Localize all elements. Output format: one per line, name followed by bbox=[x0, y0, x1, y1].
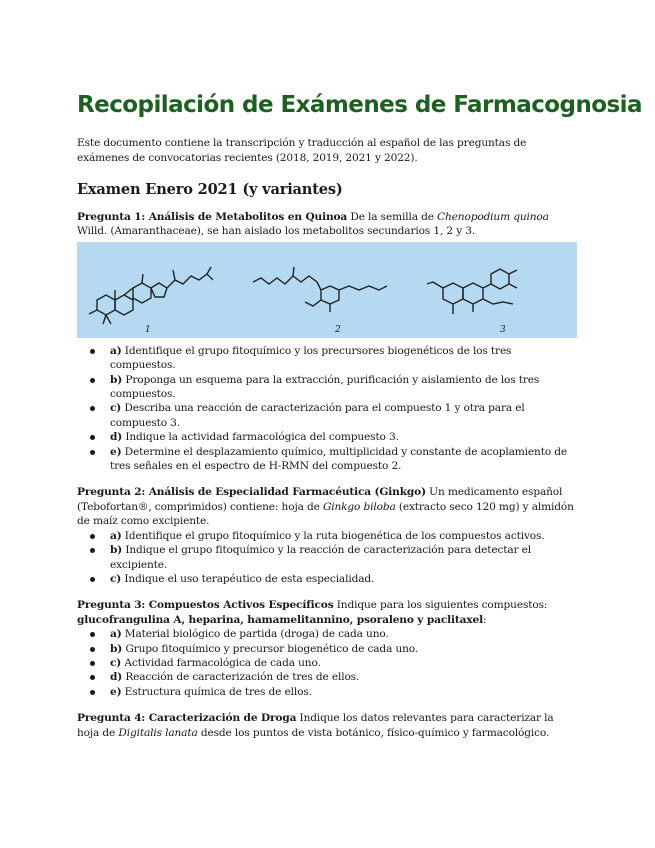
item-label: a) bbox=[110, 344, 122, 357]
item-label: b) bbox=[110, 544, 123, 557]
question-1-text-a: De la semilla de bbox=[347, 211, 438, 223]
item-text: Estructura química de tres de ellos. bbox=[121, 685, 312, 698]
question-2-species: Ginkgo biloba bbox=[322, 500, 396, 513]
question-1-item-c bbox=[77, 401, 577, 430]
item-label: e) bbox=[110, 685, 122, 698]
item-label: d) bbox=[110, 671, 123, 684]
question-2-item-a bbox=[77, 529, 577, 543]
item-text: Determine el desplazamiento químico, multiplicidad y constante de acoplamiento de tres señales en el espectro de H-RMN del compuesto 2. bbox=[110, 445, 568, 473]
item-label: c) bbox=[110, 402, 122, 415]
question-4-text-b: desde los puntos de vista botánico, físico-químico y farmacológico. bbox=[197, 726, 550, 739]
question-2-item-b bbox=[77, 543, 577, 572]
question-2-heading: Pregunta 2: Análisis de Especialidad Farmacéutica (Ginkgo) bbox=[77, 486, 426, 499]
question-1-item-e bbox=[77, 445, 577, 474]
question-2 bbox=[77, 485, 577, 528]
document-page bbox=[77, 88, 642, 740]
compound-3-ring-b bbox=[491, 269, 509, 289]
question-3-item-e bbox=[77, 685, 577, 699]
question-3-text-a: Indique para los siguientes compuestos: bbox=[333, 599, 548, 612]
compound-2-chain bbox=[253, 276, 321, 290]
question-3-compounds: glucofrangulina A, heparina, hamamelitannino, psoraleno y paclitaxel bbox=[77, 613, 483, 626]
item-label: a) bbox=[110, 529, 122, 542]
item-label: c) bbox=[110, 656, 122, 669]
compound-2-label: 2 bbox=[335, 324, 341, 335]
question-1-species: Chenopodium quinoa bbox=[437, 211, 549, 223]
question-3-item-c bbox=[77, 656, 577, 670]
item-text: Reacción de caracterización de tres de ellos. bbox=[122, 671, 360, 684]
compound-1-ring-a bbox=[97, 295, 115, 315]
compound-1-ring-d bbox=[151, 283, 167, 297]
question-1-list bbox=[77, 344, 577, 474]
question-2-list bbox=[77, 529, 577, 587]
item-text: Identifique el grupo fitoquímico y los precursores biogenéticos de los tres compuestos. bbox=[110, 344, 512, 372]
question-3 bbox=[77, 598, 577, 627]
question-4 bbox=[77, 711, 577, 740]
intro-paragraph: Este documento contiene la transcripción y traducción al español de las preguntas de exámenes de convocatorias recientes (2018, 2019, 2021 y 2022). bbox=[77, 137, 527, 164]
compound-1-label: 1 bbox=[145, 324, 151, 335]
document-title: Recopilación de Exámenes de Farmacognosia bbox=[77, 92, 642, 118]
compound-2-ring bbox=[321, 286, 339, 304]
item-label: d) bbox=[110, 431, 123, 444]
item-text: Indique la actividad farmacológica del compuesto 3. bbox=[122, 431, 399, 444]
question-1-text-b: Willd. (Amaranthaceae), se han aislado los metabolitos secundarios 1, 2 y 3. bbox=[77, 225, 476, 238]
item-text: Indique el uso terapéutico de esta especialidad. bbox=[121, 572, 375, 585]
question-3-item-d bbox=[77, 670, 577, 684]
question-3-list bbox=[77, 627, 577, 699]
question-4-heading: Pregunta 4: Caracterización de Droga bbox=[77, 712, 297, 725]
question-1-heading: Pregunta 1: Análisis de Metabolitos en Quinoa bbox=[77, 211, 348, 223]
chemical-structures-drawing bbox=[77, 242, 577, 338]
item-text: Identifique el grupo fitoquímico y la ruta biogenética de los compuestos activos. bbox=[121, 529, 545, 542]
question-3-item-b bbox=[77, 642, 577, 656]
item-text: Describa una reacción de caracterización para el compuesto 1 y otra para el compuesto 3. bbox=[110, 402, 525, 429]
question-2-text-a: Un medicamento español (Tebofortan®, comprimidos) contiene: hoja de bbox=[77, 486, 563, 513]
question-4-species: Digitalis lanata bbox=[118, 726, 198, 739]
item-text: Actividad farmacológica de cada uno. bbox=[121, 656, 321, 669]
compound-3-ring-a bbox=[443, 283, 463, 304]
question-4-text-a: Indique los datos relevantes para caracterizar la hoja de bbox=[77, 712, 554, 739]
compound-3-label: 3 bbox=[500, 324, 506, 335]
question-2-item-c bbox=[77, 572, 577, 586]
item-label: c) bbox=[110, 572, 122, 585]
compound-1-ring-b bbox=[115, 295, 133, 315]
question-3-item-a bbox=[77, 627, 577, 641]
question-1-item-a bbox=[77, 344, 577, 373]
item-text: Grupo fitoquímico y precursor biogenético de cada uno. bbox=[122, 642, 419, 655]
question-3-text-b: : bbox=[482, 613, 487, 626]
item-label: b) bbox=[110, 373, 123, 386]
question-1-item-d bbox=[77, 430, 577, 444]
compound-1-ring-c bbox=[133, 283, 151, 303]
question-2-text-b: (extracto seco 120 mg) y almidón de maíz como excipiente. bbox=[77, 500, 574, 528]
question-3-heading: Pregunta 3: Compuestos Activos Específicos bbox=[77, 599, 334, 612]
question-1-item-b bbox=[77, 373, 577, 402]
item-text: Material biológico de partida (droga) de cada uno. bbox=[121, 628, 389, 641]
question-1 bbox=[77, 210, 577, 239]
item-label: e) bbox=[110, 445, 122, 458]
section-title: Examen Enero 2021 (y variantes) bbox=[77, 181, 343, 198]
item-label: b) bbox=[110, 642, 123, 655]
chemical-structures-figure bbox=[77, 242, 577, 338]
compound-3-ring-c bbox=[463, 283, 483, 304]
item-text: Indique el grupo fitoquímico y la reacción de caracterización para detectar el excipiente. bbox=[110, 544, 531, 571]
item-label: a) bbox=[110, 628, 122, 641]
item-text: Proponga un esquema para la extracción, purificación y aislamiento de los tres compuestos. bbox=[110, 373, 540, 401]
